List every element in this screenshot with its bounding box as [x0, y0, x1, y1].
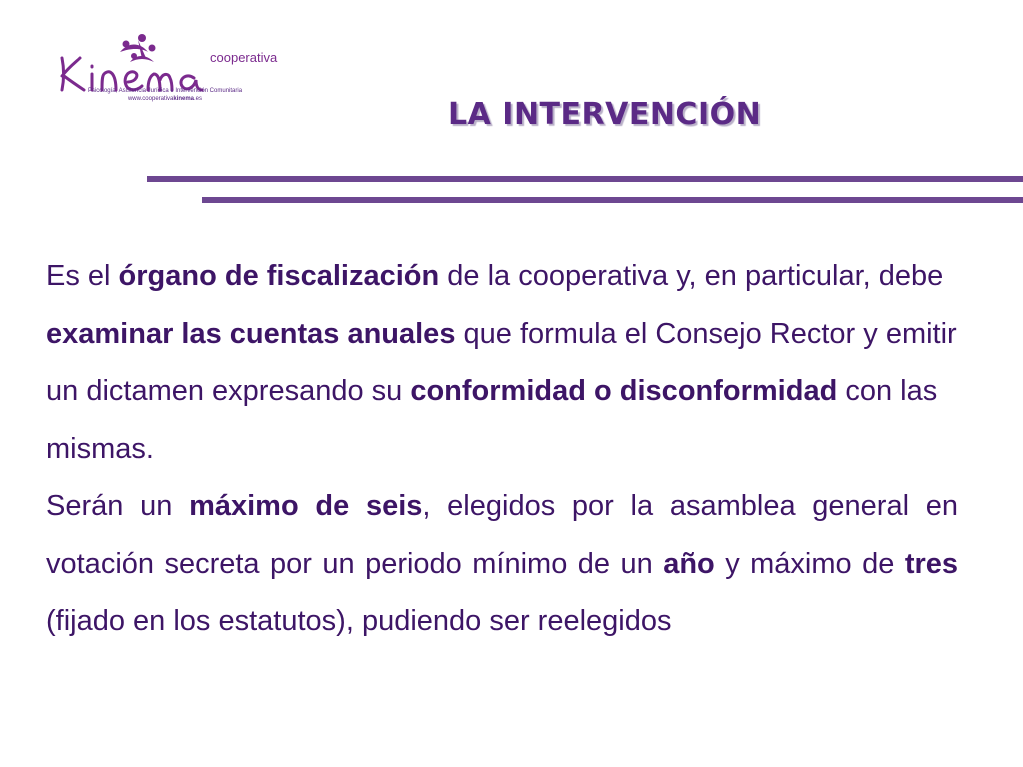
kinema-logo [50, 28, 278, 128]
people-figure-icon [120, 34, 156, 62]
slide-title: LA INTERVENCIÓN [448, 97, 762, 132]
paragraph-intervencion-members: Serán un máximo de seis, elegidos por la asamblea general en votación secreta por un periodo mínimo de un año y máximo de tres (fijado en los estatutos), pudiendo ser reelegidos [46, 490, 959, 637]
logo-subtitle: cooperativa [210, 50, 278, 65]
title-underline-top [147, 176, 1023, 182]
title-underline-bottom [202, 197, 1023, 203]
logo-tagline-line2 [80, 95, 250, 103]
logo-tagline-line1: Psicología, Asistencia Jurídica e Intervención Comunitaria [87, 88, 243, 94]
logo-url-bold: kinema [173, 96, 195, 102]
slide-body [46, 248, 958, 651]
kinema-logo-mark [50, 28, 278, 128]
logo-url-prefix: www.cooperativa [127, 96, 174, 102]
logo-tagline [80, 87, 250, 103]
logo-url-suffix: .es [194, 96, 203, 102]
paragraph-intervencion-role: Es el órgano de fiscalización de la cooperativa y, en particular, debe examinar las cuentas anuales que formula el Consejo Rector y emitir un dictamen expresando su conformidad o disconformidad con las mismas. [46, 260, 957, 465]
